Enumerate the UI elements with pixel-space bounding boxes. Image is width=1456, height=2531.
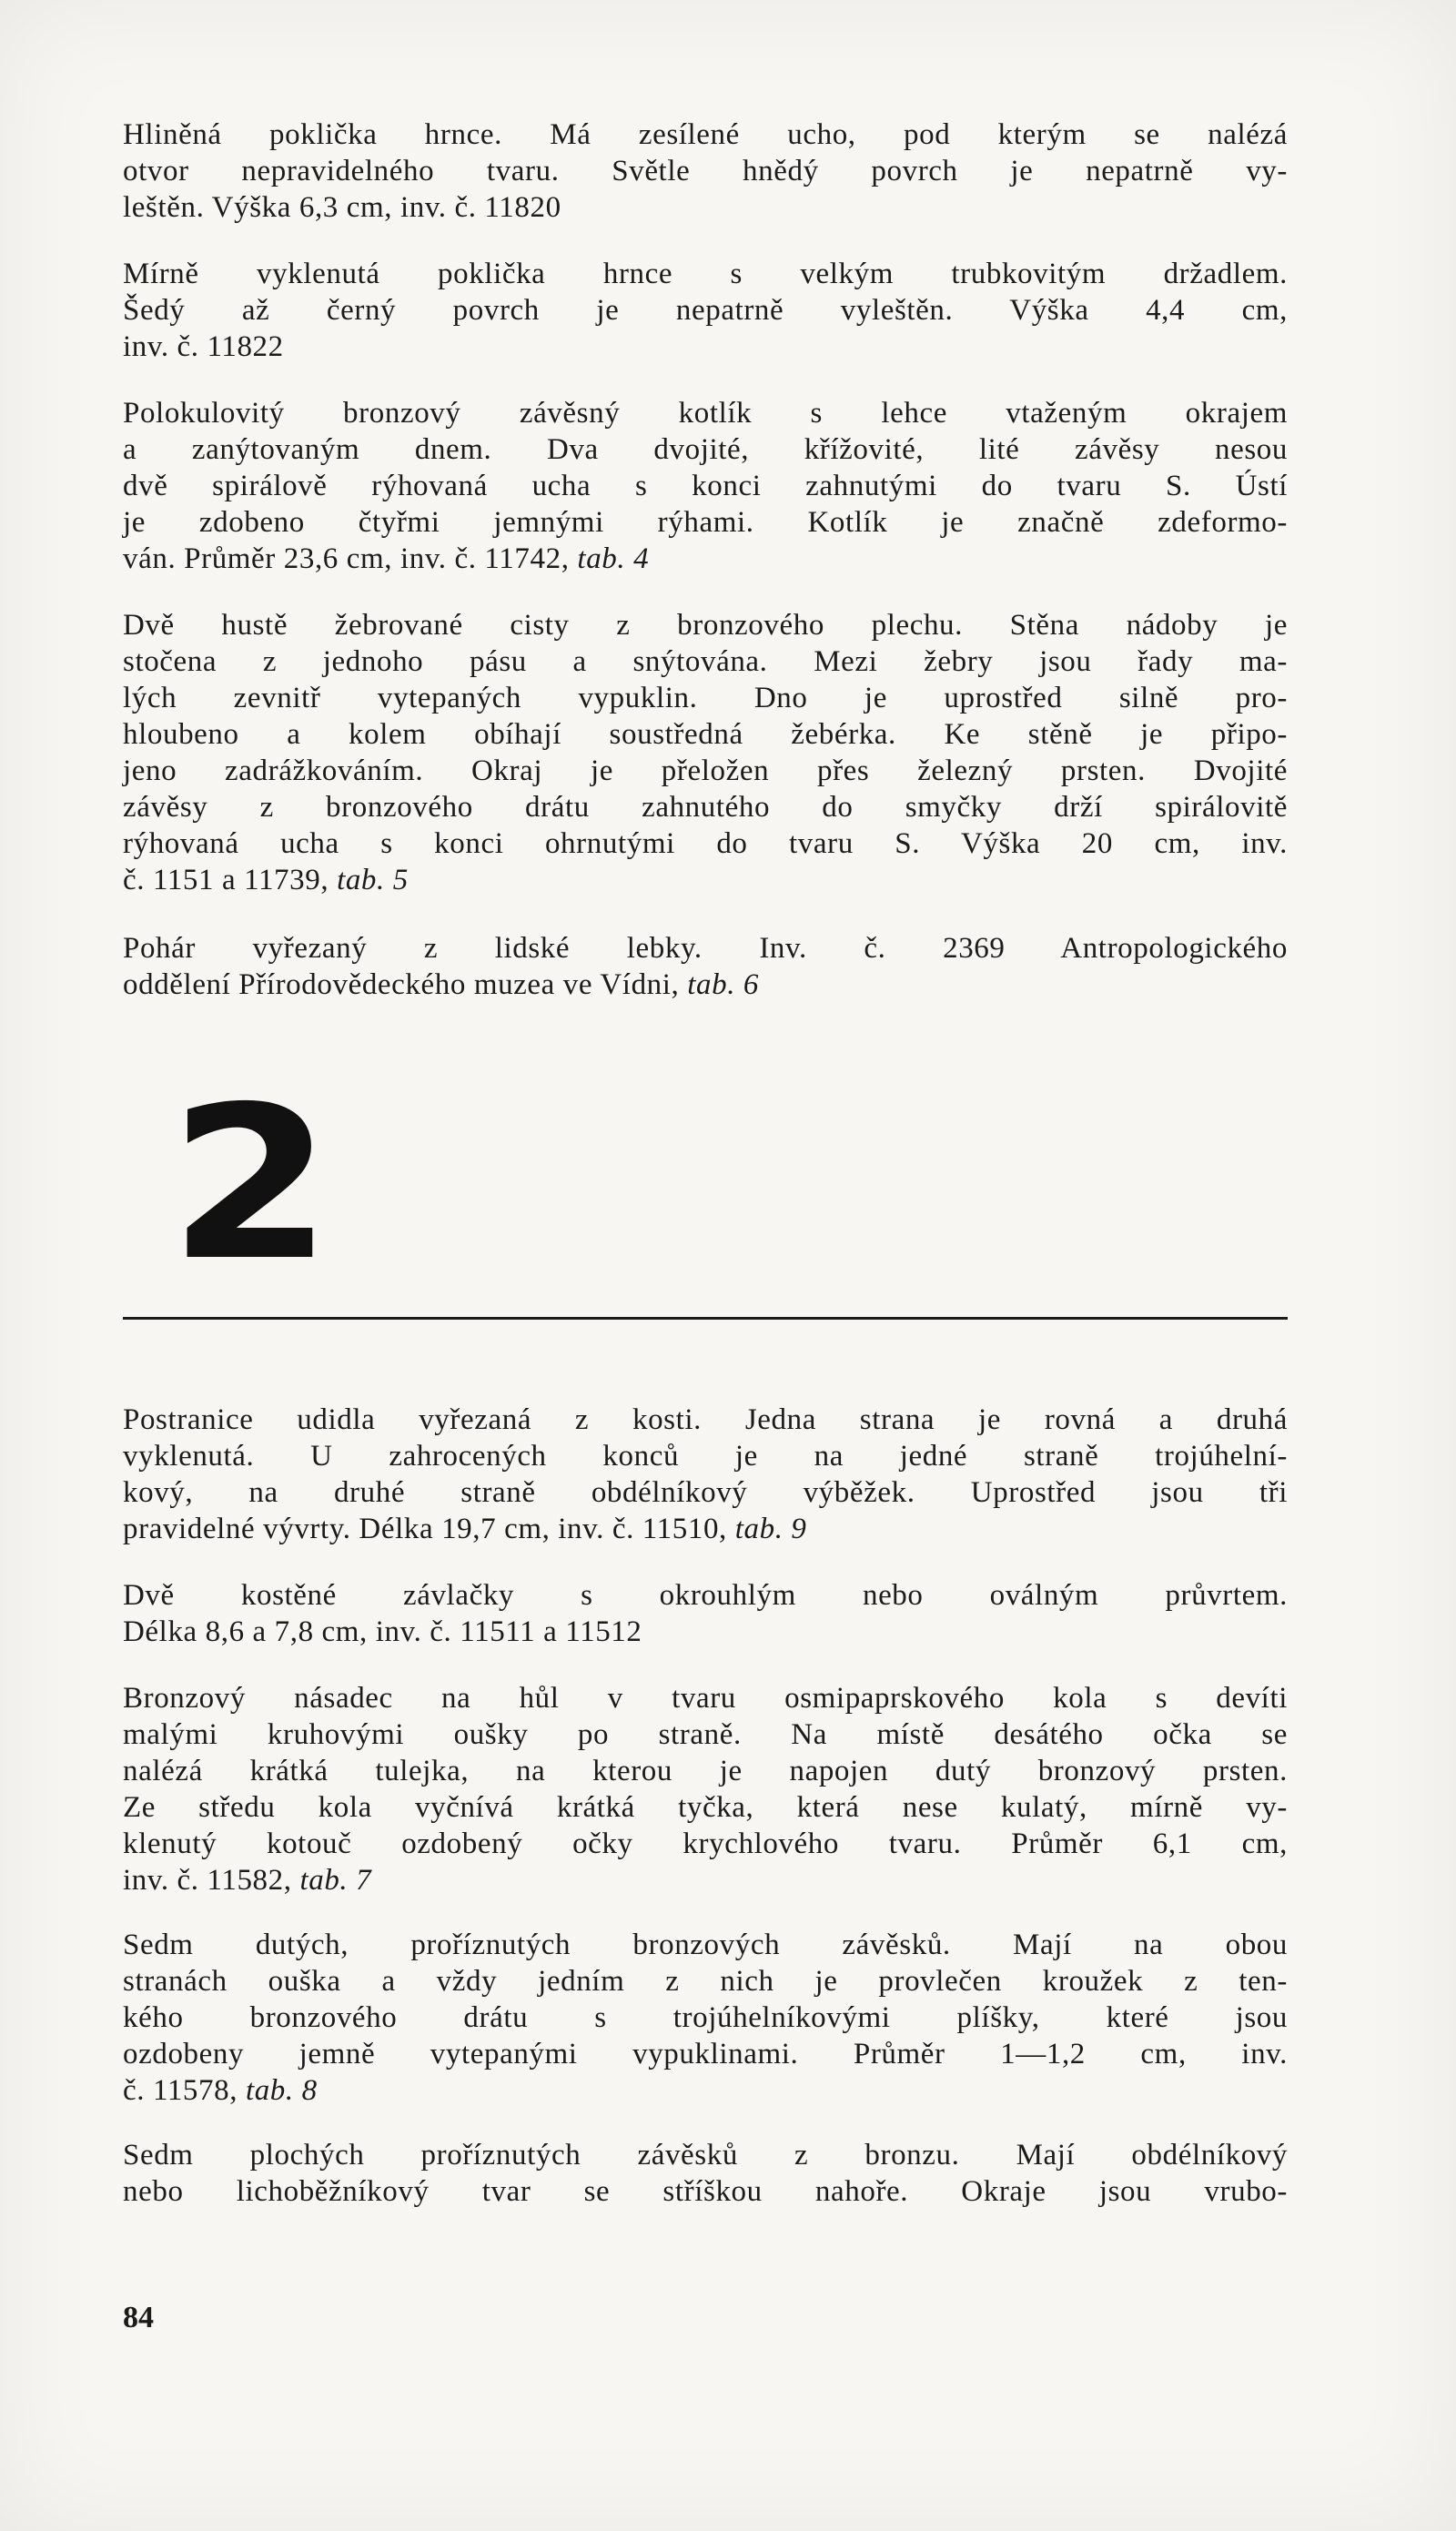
text-line	[123, 541, 1288, 577]
text-line	[123, 967, 1288, 1003]
text-line: kého bronzového drátu s trojúhelníkovými plíšky, které jsou	[123, 2001, 1288, 2034]
text-line: Dvě hustě žebrované cisty z bronzového plechu. Stěna nádoby je	[123, 609, 1288, 642]
entry-pot-lid-1	[123, 116, 1288, 226]
plate-reference: tab. 8	[245, 2074, 318, 2107]
entry-hollow-pendants	[123, 1927, 1288, 2109]
text-line: rýhovaná ucha s konci ohrnutými do tvaru S. Výška 20 cm, inv.	[123, 827, 1288, 860]
entry-bronze-cists	[123, 607, 1288, 898]
text-line: malými kruhovými oušky po straně. Na místě desátého očka se	[123, 1718, 1288, 1751]
text-line: stranách ouška a vždy jedním z nich je provlečen kroužek z ten-	[123, 1965, 1288, 1998]
text-line: stočena z jednoho pásu a snýtována. Mezi žebry jsou řady ma-	[123, 645, 1288, 678]
text-segment: č. 1151 a 11739,	[123, 864, 329, 896]
text-line: leštěn. Výška 6,3 cm, inv. č. 11820	[123, 191, 561, 224]
text-line: Mírně vyklenutá poklička hrnce s velkým trubkovitým držadlem.	[123, 258, 1288, 290]
text-segment: pravidelné vývrty. Délka 19,7 cm, inv. č. 11510,	[123, 1513, 727, 1545]
text-segment: č. 11578,	[123, 2074, 238, 2107]
text-line: Sedm dutých, proříznutých bronzových závěsků. Mají na obou	[123, 1929, 1288, 1961]
entry-bone-toggles	[123, 1577, 1288, 1650]
text-line: Sedm plochých proříznutých závěsků z bronzu. Mají obdélníkový	[123, 2139, 1288, 2172]
text-line: Bronzový násadec na hůl v tvaru osmipaprskového kola s devíti	[123, 1682, 1288, 1715]
text-line: vyklenutá. U zahrocených konců je na jedné straně trojúhelní-	[123, 1440, 1288, 1473]
plate-reference: tab. 9	[734, 1513, 807, 1545]
text-line: závěsy z bronzového drátu zahnutého do smyčky drží spirálovitě	[123, 791, 1288, 824]
plate-reference: tab. 6	[687, 968, 760, 1001]
entry-pot-lid-2	[123, 256, 1288, 365]
entry-flat-pendants	[123, 2137, 1288, 2210]
text-segment: ván. Průměr 23,6 cm, inv. č. 11742,	[123, 542, 570, 575]
text-line: hloubeno a kolem obíhají soustředná žebérka. Ke stěně je připo-	[123, 718, 1288, 751]
section-divider	[123, 1317, 1288, 1320]
text-line: dvě spirálově rýhovaná ucha s konci zahnutými do tvaru S. Ústí	[123, 470, 1288, 502]
text-line	[123, 1862, 1288, 1898]
text-line: Pohár vyřezaný z lidské lebky. Inv. č. 2369 Antropologického	[123, 932, 1288, 965]
text-line: Délka 8,6 a 7,8 cm, inv. č. 11511 a 11512	[123, 1615, 642, 1648]
page-number: 84	[123, 2301, 154, 2334]
text-line	[123, 2072, 1288, 2109]
plate-reference: tab. 5	[337, 864, 409, 896]
text-line: je zdobeno čtyřmi jemnými rýhami. Kotlík je značně zdeformo-	[123, 506, 1288, 539]
text-line: Hliněná poklička hrnce. Má zesílené ucho, pod kterým se nalézá	[123, 118, 1288, 151]
text-line: klenutý kotouč ozdobený očky krychlového tvaru. Průměr 6,1 cm,	[123, 1827, 1288, 1860]
text-line: a zanýtovaným dnem. Dva dvojité, křížovité, lité závěsy nesou	[123, 433, 1288, 466]
text-line	[123, 862, 1288, 898]
text-line: Polokulovitý bronzový závěsný kotlík s lehce vtaženým okrajem	[123, 397, 1288, 430]
text-line: Šedý až černý povrch je nepatrně vyleštěn. Výška 4,4 cm,	[123, 294, 1288, 327]
text-line: otvor nepravidelného tvaru. Světle hnědý povrch je nepatrně vy-	[123, 155, 1288, 187]
entry-skull-cup	[123, 930, 1288, 1003]
text-line: nalézá krátká tulejka, na kterou je napojen dutý bronzový prsten.	[123, 1755, 1288, 1787]
text-segment: inv. č. 11582,	[123, 1864, 292, 1897]
chapter-number: 2	[168, 1061, 333, 1307]
text-line: inv. č. 11822	[123, 330, 284, 363]
entry-bronze-cauldron	[123, 395, 1288, 577]
text-line: Ze středu kola vyčnívá krátká tyčka, která nese kulatý, mírně vy-	[123, 1791, 1288, 1824]
text-segment: oddělení Přírodovědeckého muzea ve Vídni,	[123, 968, 680, 1001]
text-line	[123, 1511, 1288, 1547]
plate-reference: tab. 7	[299, 1864, 372, 1897]
text-line: Dvě kostěné závlačky s okrouhlým nebo oválným průvrtem.	[123, 1579, 1288, 1612]
text-line: ozdobeny jemně vytepanými vypuklinami. Průměr 1—1,2 cm, inv.	[123, 2038, 1288, 2070]
text-line: jeno zadrážkováním. Okraj je přeložen přes železný prsten. Dvojité	[123, 754, 1288, 787]
entry-bit-cheekpiece	[123, 1402, 1288, 1547]
text-line: kový, na druhé straně obdélníkový výběžek. Uprostřed jsou tři	[123, 1476, 1288, 1509]
text-line: lých zevnitř vytepaných vypuklin. Dno je uprostřed silně pro-	[123, 682, 1288, 714]
text-line: nebo lichoběžníkový tvar se stříškou nahoře. Okraje jsou vrubo-	[123, 2175, 1288, 2208]
entry-staff-finial	[123, 1680, 1288, 1898]
plate-reference: tab. 4	[577, 542, 650, 575]
text-line: Postranice udidla vyřezaná z kosti. Jedna strana je rovná a druhá	[123, 1403, 1288, 1436]
